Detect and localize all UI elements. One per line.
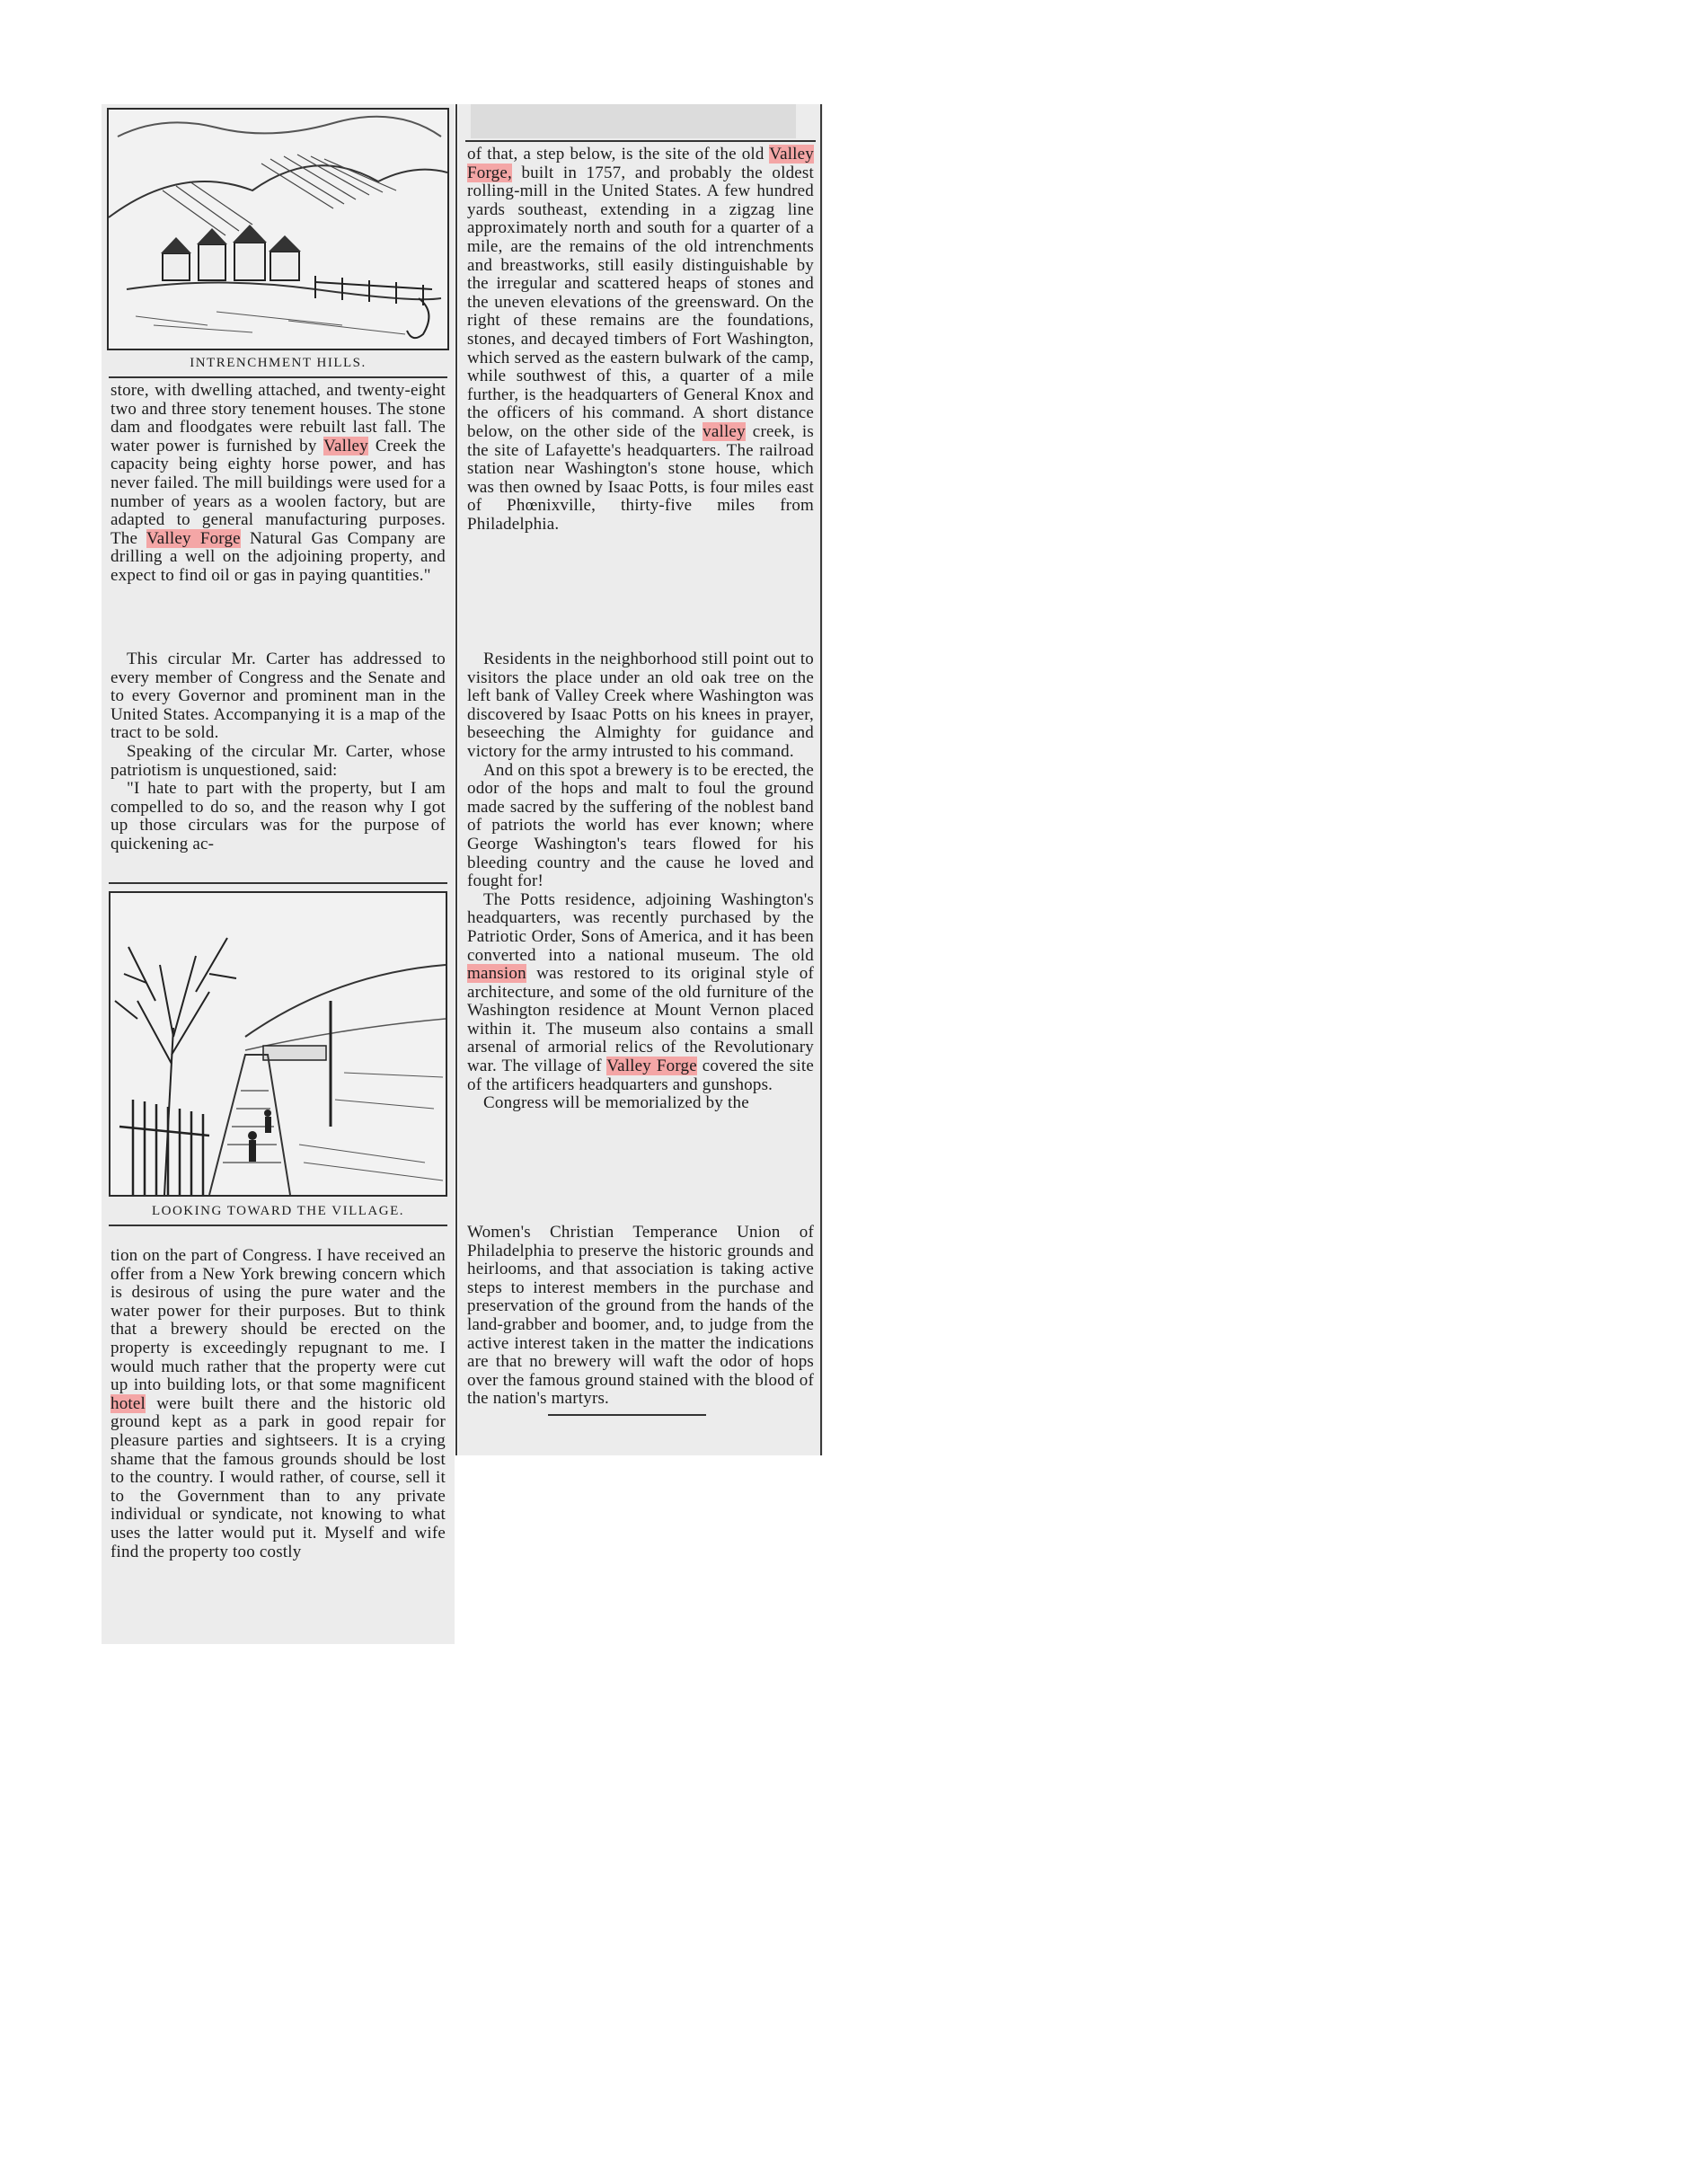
intrenchment-hills-drawing	[109, 110, 447, 349]
right-clip-2	[458, 645, 823, 1220]
highlight: hotel	[110, 1393, 146, 1413]
paragraph: Speaking of the circular Mr. Carter, whose patriotism is unquestioned, said:	[110, 741, 446, 780]
left-text-3	[102, 1247, 455, 1561]
paragraph: Residents in the neighborhood still point out to visitors the place under an old oak tree on the left bank of Valley Creek where Washington was discovered by Isaac Potts on his knees in prayer, beseeching the Almighty for guidance and victory for the army intrusted to his command.	[467, 650, 814, 761]
highlight: Valley	[323, 436, 368, 455]
divider	[109, 376, 447, 378]
paragraph: This circular Mr. Carter has addressed to every member of Congress and the Senate and to every Governor and prominent man in the United States. Accompanying it is a map of the tract to be sold.	[110, 650, 446, 743]
paragraph: tion on the part of Congress. I have received an offer from a New York brewing concern which is desirous of using the pure water and the water power for their purposes. But to think that a brewery should be erected on the property is exceedingly repugnant to me. I would much rather that the property were cut up into building lots, or that some magnificent hotel were built there and the historic old ground kept as a park in good repair for pleasure parties and sightseers. It is a crying shame that the famous grounds should be lost to the country. I would rather, of course, sell it to the Government than to any private individual or syndicate, not knowing to what uses the latter would put it. Myself and wife find the property too costly	[110, 1246, 446, 1561]
right-text-3	[458, 1224, 823, 1409]
divider	[465, 140, 816, 142]
left-text-1	[102, 382, 455, 586]
divider	[109, 1225, 447, 1226]
village-illustration	[109, 891, 447, 1197]
intrenchment-hills-illustration	[107, 108, 449, 350]
highlight: Valley Forge,	[467, 145, 814, 182]
paragraph: Women's Christian Temperance Union of Philadelphia to preserve the historic grounds and heirlooms, and that association is taking active steps to interest members in the purchase and preservation of the ground from the hands of the land-grabber and boomer, and, to judge from the active interest taken in the matter the indications are that no brewery will waft the odor of hops over the famous ground stained with the blood of the nation's martyrs.	[467, 1223, 814, 1409]
paragraph: The Potts residence, adjoining Washington's headquarters, was recently purchased by the Patriotic Order, Sons of America, and it has been converted into a national museum. The old mansion was restored to its original style of architecture, and some of the old furniture of the Washington residence at Mount Vernon placed within it. The museum also contains a small arsenal of armorial relics of the Revolutionary war. The village of Valley Forge covered the site of the artificers headquarters and gunshops.	[467, 889, 814, 1094]
left-clip-1	[102, 104, 455, 645]
highlight: Valley Forge	[146, 528, 241, 548]
left-text-2	[102, 650, 455, 854]
village-drawing	[110, 893, 446, 1195]
right-text-1	[458, 146, 823, 534]
right-clip-1	[458, 104, 823, 645]
paragraph: "I hate to part with the property, but I am compelled to do so, and the reason why I got up those circulars was for the purpose of quickening ac-	[110, 779, 446, 853]
right-text-2	[458, 650, 823, 1113]
end-rule	[548, 1414, 706, 1416]
left-clip-3	[102, 877, 455, 1242]
left-clip-4	[102, 1242, 455, 1644]
paragraph: Congress will be memorialized by the	[483, 1093, 749, 1113]
masthead-blank	[471, 104, 796, 138]
paragraph: of that, a step below, is the site of the old Valley Forge, built in 1757, and probably the oldest rolling-mill in the United States. A few hundred yards southeast, extending in a zigzag line approximately north and south for a quarter of a mile, are the remains of the old intrenchments and breastworks, still easily distinguishable by the irregular and scattered heaps of stones and the uneven elevations of the greensward. On the right of these remains are the foundations, stones, and decayed timbers of Fort Washington, which served as the eastern bulwark of the camp, while southwest of this, a quarter of a mile further, is the headquarters of General Knox and the officers of his command. A short distance below, on the other side of the valley creek, is the site of Lafayette's headquarters. The railroad station near Washington's stone house, which was then owned by Isaac Potts, is four miles east of Phœnixville, thirty-five miles from Philadelphia.	[467, 145, 814, 534]
divider	[109, 882, 447, 884]
column-rule	[455, 104, 457, 1455]
column-rule	[820, 104, 822, 1455]
right-clip-3	[458, 1220, 823, 1455]
paragraph: And on this spot a brewery is to be erected, the odor of the hops and malt to foul the ground made sacred by the suffering of the noblest band of patriots the world has ever known; where George Washington's tears flowed for his bleeding country and the cause he loved and fought for!	[467, 760, 814, 891]
highlight: Valley Forge	[606, 1057, 697, 1076]
left-clip-2	[102, 645, 455, 877]
caption-intrenchment-hills: INTRENCHMENT HILLS.	[190, 356, 367, 370]
paragraph: store, with dwelling attached, and twenty-eight two and three story tenement houses. The stone dam and floodgates were rebuilt last fall. The water power is furnished by Valley Creek the capacity being eighty horse power, and has never failed. The mill buildings were used for a number of years as a woolen factory, but are adapted to general manufacturing purposes. The Valley Forge Natural Gas Company are drilling a well on the adjoining property, and expect to find oil or gas in paying quantities."	[110, 381, 446, 585]
caption-looking-toward-village: LOOKING TOWARD THE VILLAGE.	[151, 1204, 405, 1218]
highlight: valley	[703, 421, 746, 441]
highlight: mansion	[467, 964, 526, 984]
